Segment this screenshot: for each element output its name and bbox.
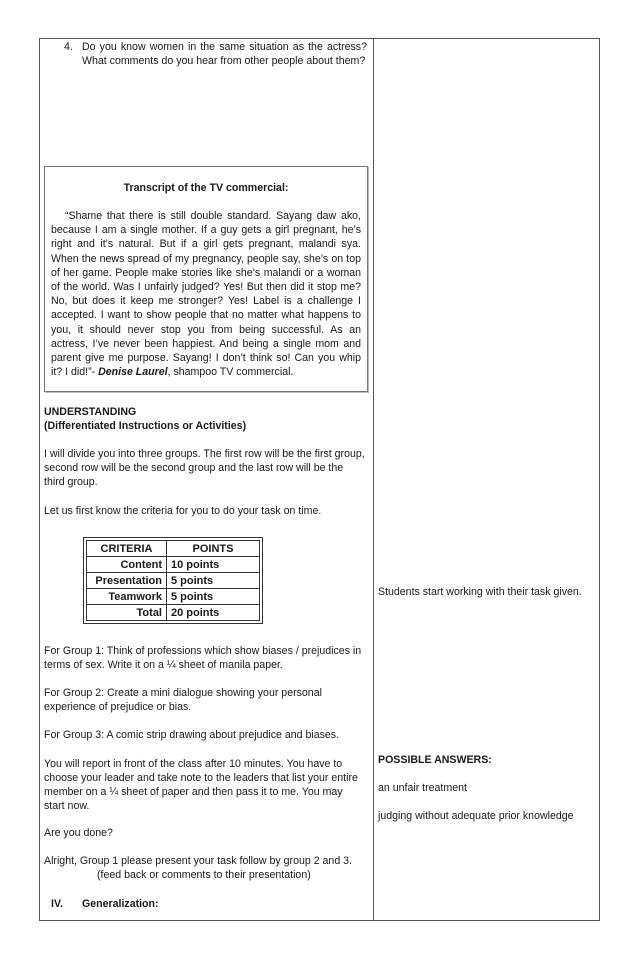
table-header: CRITERIA [87, 541, 167, 557]
understanding-heading: UNDERSTANDING [44, 406, 137, 418]
done-question: Are you done? [44, 827, 113, 839]
table-row [87, 557, 260, 573]
table-header-row [87, 541, 260, 557]
criteria-cell: Total [87, 605, 167, 621]
present-instruction: Alright, Group 1 please present your task follow by group 2 and 3. [44, 855, 352, 867]
table-row [87, 589, 260, 605]
criteria-cell: Presentation [87, 573, 167, 589]
transcript-box [44, 166, 368, 392]
generalization-number: IV. [51, 898, 63, 910]
report-instructions: You will report in front of the class after 10 minutes. You have to choose your leader and take note to the leaders that list your entire member on a ¼ sheet of paper and then pass it to me. You may start now. [44, 758, 358, 812]
students-start-note: Students start working with their task given. [378, 586, 582, 598]
transcript-title: Transcript of the TV commercial: [123, 182, 289, 194]
transcript-body [51, 209, 361, 379]
criteria-intro: Let us first know the criteria for you to do your task on time. [44, 505, 322, 517]
points-cell: 5 points [167, 589, 260, 605]
question-text: Do you know women in the same situation as the actress? What comments do you hear from other people about them? [82, 41, 367, 67]
transcript-text: “Shame that there is still double standard. Sayang daw ako, because I am a single mother. If a guy gets a girl pregnant, he’s right and it’s natural. But if a girl gets pregnant, malandi sya. When the news spread of my pregnancy, people say, she’s on top of her game. People make stories like she’s malandi or a woman of the world. Was I unfairly judged? Yes! But then did it stop me? No, but does it keep me stronger? Yes! Label is a challenge I accepted. I want to show people that no matter what happens to you, it should never stop you from being successful. As an actress, I’ve never been happiest. And being a single mom and parent give me purpose. Sayang! I don’t think so! Can you whip it? I did!”- [51, 210, 361, 379]
criteria-table [86, 540, 260, 621]
points-cell: 10 points [167, 557, 260, 573]
transcript-suffix: , shampoo TV commercial. [167, 366, 294, 379]
feedback-note: (feed back or comments to their presentation) [97, 869, 311, 881]
column-divider [373, 38, 374, 921]
points-cell: 5 points [167, 573, 260, 589]
generalization-label: Generalization: [82, 898, 159, 910]
groups-intro: I will divide you into three groups. The first row will be the first group, second row will be the second group and the last row will be the third group. [44, 448, 365, 488]
possible-answer: judging without adequate prior knowledge [378, 810, 574, 822]
criteria-cell: Content [87, 557, 167, 573]
question-4 [64, 40, 367, 68]
possible-answers-heading: POSSIBLE ANSWERS: [378, 754, 492, 766]
criteria-cell: Teamwork [87, 589, 167, 605]
table-row [87, 605, 260, 621]
group3-task: For Group 3: A comic strip drawing about prejudice and biases. [44, 729, 340, 741]
possible-answer: an unfair treatment [378, 782, 467, 794]
table-header: POINTS [167, 541, 260, 557]
question-number: 4. [64, 41, 73, 53]
transcript-author: Denise Laurel [98, 366, 168, 379]
group2-task: For Group 2: Create a mini dialogue showing your personal experience of prejudice or bias. [44, 687, 322, 713]
group1-task: For Group 1: Think of professions which show biases / prejudices in terms of sex. Write it on a ¼ sheet of manila paper. [44, 645, 362, 671]
understanding-subheading: (Differentiated Instructions or Activities) [44, 420, 247, 432]
points-cell: 20 points [167, 605, 260, 621]
table-row [87, 573, 260, 589]
